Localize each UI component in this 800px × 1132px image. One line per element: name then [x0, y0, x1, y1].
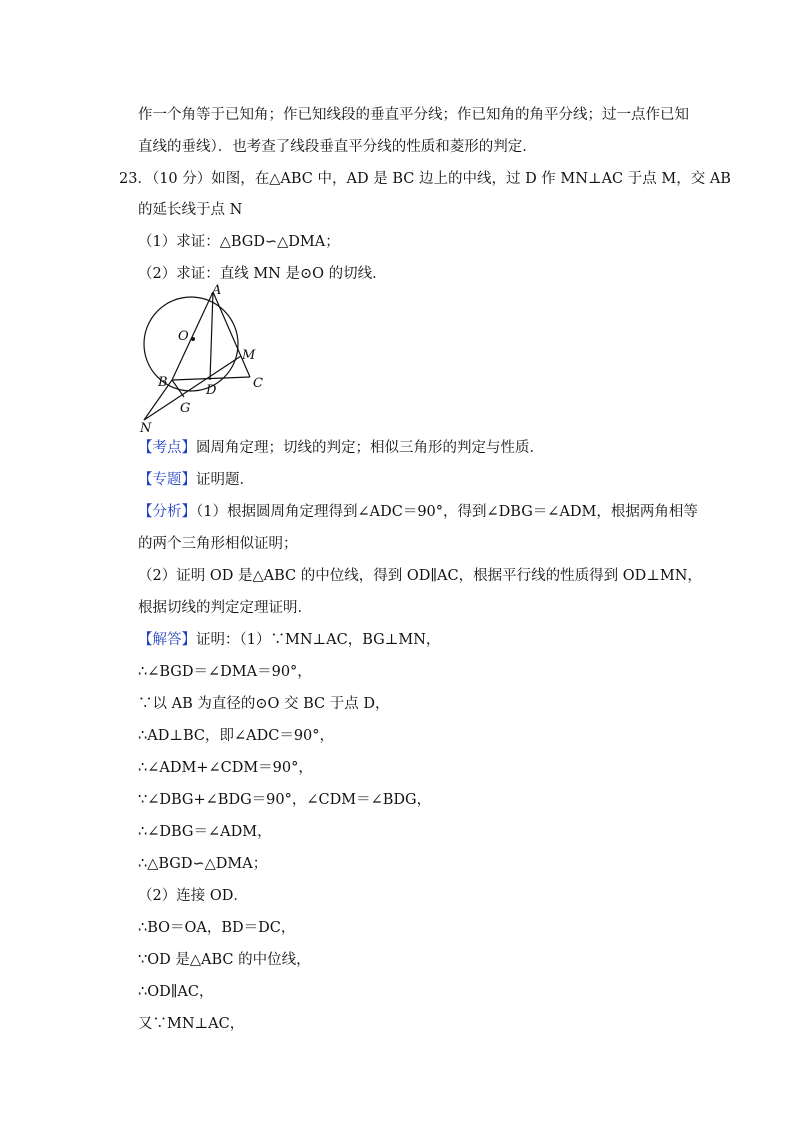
solution-step: ∴∠DBG＝∠ADM，: [138, 824, 272, 840]
fenxi-line-4: 根据切线的判定定理证明．: [138, 600, 312, 616]
label-b: B: [158, 375, 168, 390]
center-point-o: [191, 337, 195, 341]
segment-ad: [210, 292, 213, 380]
solution-step: ∵以 AB 为直径的⊙O 交 BC 于点 D，: [138, 696, 390, 712]
solution-step: （2）连接 OD．: [138, 888, 248, 904]
label-o: O: [178, 329, 189, 344]
zhuanti-tag: 【专题】: [138, 472, 196, 488]
fenxi-text-1: （1）根据圆周角定理得到∠ADC＝90°，得到∠DBG＝∠ADM，根据两角相等: [196, 504, 698, 520]
solution-step: ∴OD∥AC，: [138, 984, 214, 1000]
label-d: D: [206, 383, 217, 398]
segment-bc: [172, 377, 250, 380]
zhuanti-line: [138, 470, 254, 490]
problem-stem-text-1: 如图，在△ABC 中，AD 是 BC 边上的中线，过 D 作 MN⊥AC 于点 M，交 AB: [211, 171, 731, 187]
solution-step: 又∵MN⊥AC，: [138, 1016, 245, 1032]
header-line-2: 直线的垂线）．也考查了线段垂直平分线的性质和菱形的判定．: [138, 139, 537, 155]
problem-stem-line-2: 的延长线于点 N: [138, 202, 243, 218]
problem-part-2: （2）求证：直线 MN 是⊙O 的切线．: [138, 266, 387, 282]
kaodian-line: [138, 438, 544, 458]
label-a: A: [212, 284, 222, 298]
label-g: G: [180, 401, 191, 416]
fenxi-line-2: 的两个三角形相似证明；: [138, 536, 298, 552]
label-n: N: [140, 421, 152, 434]
segment-bg: [172, 380, 184, 397]
fenxi-line-3: （2）证明 OD 是△ABC 的中位线，得到 OD∥AC，根据平行线的性质得到 OD⊥MN，: [138, 568, 702, 584]
solution-step: ∴△BGD∽△DMA；: [138, 856, 268, 872]
solution-step: ∵∠DBG+∠BDG＝90°，∠CDM＝∠BDG，: [138, 792, 432, 808]
label-c: C: [253, 376, 263, 391]
jieda-first: 证明：（1）∵MN⊥AC，BG⊥MN，: [196, 632, 441, 648]
problem-score: （10 分）: [151, 171, 212, 187]
label-m: M: [242, 348, 256, 363]
header-line-1: 作一个角等于已知角；作已知线段的垂直平分线；作已知角的角平分线；过一点作已知: [138, 107, 689, 123]
segment-ac: [213, 292, 250, 377]
jieda-tag: 【解答】: [138, 632, 196, 648]
fenxi-line-1: [138, 502, 698, 522]
geometry-figure: [136, 284, 276, 434]
jieda-line-1: [138, 630, 440, 650]
fenxi-tag: 【分析】: [138, 504, 196, 520]
kaodian-text: 圆周角定理；切线的判定；相似三角形的判定与性质．: [196, 440, 544, 456]
solution-step: ∴AD⊥BC，即∠ADC＝90°，: [138, 728, 335, 744]
solution-step: ∴BO＝OA，BD＝DC，: [138, 920, 296, 936]
solution-step: ∴∠ADM+∠CDM＝90°，: [138, 760, 313, 776]
problem-number: 23．: [119, 171, 152, 187]
problem-stem-line-1: [119, 169, 731, 189]
kaodian-tag: 【考点】: [138, 440, 196, 456]
solution-step: ∴∠BGD＝∠DMA＝90°，: [138, 664, 312, 680]
problem-part-1: （1）求证：△BGD∽△DMA；: [138, 234, 340, 250]
solution-step: ∵OD 是△ABC 的中位线，: [138, 952, 311, 968]
zhuanti-text: 证明题．: [196, 472, 254, 488]
